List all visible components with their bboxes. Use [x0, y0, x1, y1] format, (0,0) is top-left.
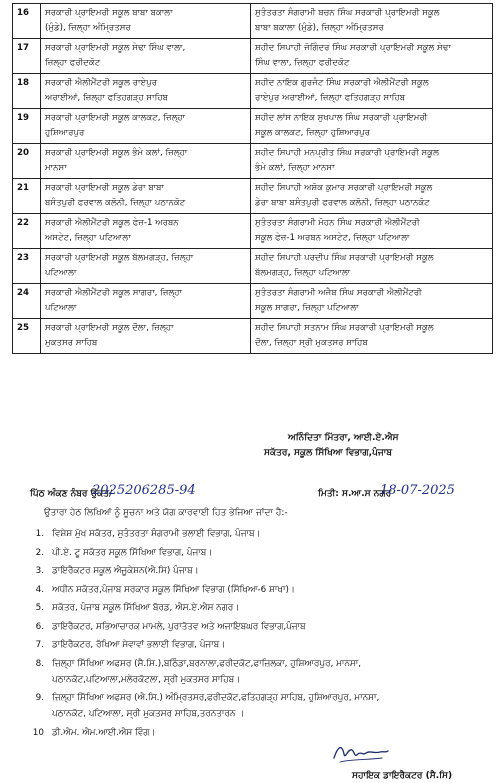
list-item-text [52, 600, 494, 616]
cell-line: ਸਰਕਾਰੀ ਪ੍ਰਾਇਮਰੀ ਸਕੂਲ ਬੱਲਮਗੜ੍ਹ, ਜ਼ਿਲ੍ਹਾ [45, 253, 194, 263]
row-number: 19 [13, 109, 41, 144]
new-school-name [251, 319, 493, 354]
list-item [24, 563, 494, 579]
cell-line: ਸਰਕਾਰੀ ਪ੍ਰਾਇਮਰੀ ਸਕੂਲ ਡੇਰਾ ਬਾਬਾ [45, 183, 164, 193]
list-item-number: 1. [35, 529, 44, 539]
endorsement-label: ਪਿੱਠ ਅੰਕਣ ਨੰਬਰ ਉਕਤ/ [30, 489, 113, 499]
cell-line: ਸ਼ਹੀਦ ਸਿਪਾਹੀ ਜੋਗਿੰਦਰ ਸਿੰਘ ਸਰਕਾਰੀ ਪ੍ਰਾਇਮਰੀ ਸਕੂਲ ਸੇਢਾ [255, 43, 451, 53]
cell-line: ਸਕੂਲ ਸਾਗਰਾ, ਜ਼ਿਲ੍ਹਾ ਪਟਿਆਲਾ [255, 303, 359, 313]
cell-line: ਡੇਰਾ ਬਾਬਾ ਬਸੰਤਪੁਰੀ ਫਰਵਾਲ ਕਲੋਨੀ, ਜ਼ਿਲ੍ਹਾ ਪਠਾਨਕੋਟ [255, 198, 430, 208]
current-school-name [41, 74, 251, 109]
list-item-line: ਪਠਾਨਕੋਟ,ਪਟਿਆਲਾ,ਮਲੇਰਕੋਟਲਾ, ਸ੍ਰੀ ਮੁਕਤਸਰ ਸਾਹਿਬ। [52, 674, 241, 685]
new-school-name [251, 109, 493, 144]
signatory-name: ਅਨਿੰਦਿਤਾ ਮਿੱਤਰਾ, ਆਈ.ਏ.ਐਸ [288, 433, 399, 443]
distribution-list [24, 526, 494, 743]
cell-line: ਸਰਕਾਰੀ ਐਲੀਮੈਂਟਰੀ ਸਕੂਲ ਫੇਜ਼-1 ਅਰਬਨ [45, 218, 179, 228]
row-number: 20 [13, 144, 41, 179]
cell-line: ਸਰਕਾਰੀ ਪ੍ਰਾਇਮਰੀ ਸਕੂਲ ਬਾਬਾ ਬਕਾਲਾ [45, 8, 173, 18]
cell-line: ਸਰਕਾਰੀ ਪ੍ਰਾਇਮਰੀ ਸਕੂਲ ਦੌਲਾ, ਜ਼ਿਲ੍ਹਾ [45, 323, 174, 333]
cell-line: ਸਕੂਲ ਕਾਲਕਟ, ਜ਼ਿਲ੍ਹਾ ਹੁਸ਼ਿਆਰਪੁਰ [255, 128, 371, 138]
list-item-text [52, 619, 494, 635]
list-item-number: 5. [35, 603, 44, 613]
cell-line: ਸਕੂਲ ਫੇਜ਼-1 ਅਰਬਨ ਅਸਟੇਟ, ਜ਼ਿਲ੍ਹਾ ਪਟਿਆਲਾ [255, 233, 410, 243]
list-item-line: ਵਿਸ਼ੇਸ਼ ਮੁੱਖ ਸਕੱਤਰ, ਸੁਤੰਤਰਤਾ ਸੰਗਰਾਮੀ ਭਲਾਈ ਵਿਭਾਗ, ਪੰਜਾਬ। [52, 529, 261, 539]
list-item-line: ਡਾਇਰੈਕਟਰ, ਸਭਿਆਚਾਰਕ ਮਾਮਲੇ, ਪੁਰਾਤੱਤਵ ਅਤੇ ਅਜਾਇਬਘਰ ਵਿਭਾਗ,ਪੰਜਾਬ [52, 621, 306, 632]
current-school-name [41, 319, 251, 354]
table-row [13, 249, 493, 284]
list-item [24, 619, 494, 635]
row-number: 17 [13, 39, 41, 74]
list-item-text [52, 725, 494, 741]
cell-line: ਸ਼ਹੀਦ ਸਿਪਾਹੀ ਮਨਪ੍ਰੀਤ ਸਿੰਘ ਸਰਕਾਰੀ ਪ੍ਰਾਇਮਰੀ ਸਕੂਲ [255, 148, 439, 158]
table-row [13, 109, 493, 144]
list-item-line: ਅਧੀਨ ਸਕੱਤਰ,ਪੰਜਾਬ ਸਰਕਾਰ ਸਕੂਲ ਸਿੱਖਿਆ ਵਿਭਾਗ (ਸਿੱਖਿਆ-6 ਸ਼ਾਖਾ)। [52, 584, 295, 595]
cell-line: ਸਰਕਾਰੀ ਪ੍ਰਾਇਮਰੀ ਸਕੂਲ ਸੇਢਾ ਸਿੰਘ ਵਾਲਾ, [45, 43, 186, 53]
table-row [13, 39, 493, 74]
list-item-text [52, 690, 494, 722]
list-item-line: ਡਾਇਰੈਕਟਰ ਸਕੂਲ ਐਜੂਕੇਸ਼ਨ(ਐ.ਸਿ) ਪੰਜਾਬ। [52, 566, 199, 576]
new-school-name [251, 39, 493, 74]
table-row [13, 284, 493, 319]
list-item-line: ਜ਼ਿਲ੍ਹਾ ਸਿੱਖਿਆ ਅਫਸਰ (ਸੈ.ਸਿ.),ਬਠਿੰਡਾ,ਬਰਨਾਲਾ,ਫਰੀਦਕੋਟ,ਫਾਜ਼ਿਲਕਾ, ਹੁਸ਼ਿਆਰਪੁਰ, ਮਾਨਸਾ, [52, 658, 362, 669]
cell-line: (ਮੁੰਡੇ), ਜ਼ਿਲ੍ਹਾ ਅੰਮ੍ਰਿਤਸਰ [45, 23, 131, 33]
row-number: 21 [13, 179, 41, 214]
list-item [24, 545, 494, 561]
signatory-title: ਸਕੱਤਰ, ਸਕੂਲ ਸਿੱਖਿਆ ਵਿਭਾਗ,ਪੰਜਾਬ [264, 448, 392, 458]
cell-line: ਸ਼ਹੀਦ ਸਿਪਾਹੀ ਸਤਨਾਮ ਸਿੰਘ ਸਰਕਾਰੀ ਪ੍ਰਾਇਮਰੀ ਸਕੂਲ [255, 323, 434, 333]
table-row [13, 214, 493, 249]
list-item-number: 6. [35, 621, 44, 632]
current-school-name [41, 179, 251, 214]
list-item-line: ਡੀ.ਐਮ. ਐਮ.ਆਈ.ਐਸ ਵਿੰਗ। [52, 727, 156, 738]
cell-line: ਬਸੰਤਪੁਰੀ ਫਰਵਾਲ ਕਲੋਨੀ, ਜ਼ਿਲ੍ਹਾ ਪਠਾਨਕੋਟ [45, 198, 186, 208]
current-school-name [41, 109, 251, 144]
cell-line: ਪਟਿਆਲਾ [45, 303, 77, 313]
list-item [24, 526, 494, 542]
list-item-number: 8. [35, 658, 44, 669]
list-item-number: 4. [35, 584, 44, 595]
row-number: 22 [13, 214, 41, 249]
cell-line: ਸ਼ਹੀਦ ਨਾਇਕ ਗੁਰਜੰਟ ਸਿੰਘ ਸਰਕਾਰੀ ਐਲੀਮੈਂਟਰੀ ਸਕੂਲ [255, 78, 429, 88]
cell-line: ਸ਼ਹੀਦ ਸਿਪਾਹੀ ਪਰਦੀਪ ਸਿੰਘ ਸਰਕਾਰੀ ਪ੍ਰਾਇਮਰੀ ਸਕੂਲ [255, 253, 434, 263]
cell-line: ਹੁਸ਼ਿਆਰਪੁਰ [45, 128, 85, 138]
current-school-name [41, 4, 251, 39]
row-number: 23 [13, 249, 41, 284]
new-school-name [251, 144, 493, 179]
cell-line: ਪਟਿਆਲਾ [45, 268, 77, 278]
cell-line: ਮਾਨਸਾ [45, 163, 67, 173]
cell-line: ਸ਼ਹੀਦ ਸਿਪਾਹੀ ਅਸ਼ੋਕ ਕੁਮਾਰ ਸਰਕਾਰੀ ਪ੍ਰਾਇਮਰੀ ਸਕੂਲ [255, 183, 433, 193]
date-value: 18-07-2025 [380, 483, 455, 498]
cell-line: ਅਸਟੇਟ, ਜ਼ਿਲ੍ਹਾ ਪਟਿਆਲਾ [45, 233, 131, 243]
list-item-text [52, 563, 494, 579]
list-item [24, 656, 494, 688]
list-item-text [52, 545, 494, 561]
cell-line: ਦੌਲਾ, ਜ਼ਿਲ੍ਹਾ ਸ੍ਰੀ ਮੁਕਤਸਰ ਸਾਹਿਬ [255, 338, 368, 348]
cell-line: ਸਿੰਘ ਵਾਲਾ, ਜ਼ਿਲ੍ਹਾ ਫਰੀਦਕੋਟ [255, 58, 350, 68]
row-number: 25 [13, 319, 41, 354]
list-item-text [52, 526, 494, 542]
list-item-line: ਪਠਾਨਕੋਟ, ਪਟਿਆਲਾ, ਸ੍ਰੀ ਮੁਕਤਸਰ ਸਾਹਿਬ,ਤਰਨਤਾਰਨ । [52, 709, 245, 719]
cell-line: ਸ਼ਹੀਦ ਲਾਂਸ ਨਾਇਕ ਸੁਖਪਾਲ ਸਿੰਘ ਸਰਕਾਰੀ ਪ੍ਰਾਇਮਰੀ [255, 113, 428, 123]
cell-line: ਰਾਏਪੁਰ ਅਰਾਈਆਂ, ਜ਼ਿਲ੍ਹਾ ਫਤਿਹਗੜ੍ਹ ਸਾਹਿਬ [255, 93, 406, 103]
cell-line: ਮੁਕਤਸਰ ਸਾਹਿਬ [45, 338, 98, 348]
new-school-name [251, 249, 493, 284]
new-school-name [251, 179, 493, 214]
list-item-number: 2. [35, 547, 44, 558]
new-school-name [251, 214, 493, 249]
list-item-number: 9. [35, 693, 44, 703]
current-school-name [41, 249, 251, 284]
new-school-name [251, 284, 493, 319]
table-row [13, 74, 493, 109]
current-school-name [41, 214, 251, 249]
current-school-name [41, 284, 251, 319]
list-item-text [52, 637, 494, 653]
schools-table-body [13, 4, 493, 354]
cell-line: ਅਰਾਈਆਂ, ਜ਼ਿਲ੍ਹਾ ਫਤਿਹਗੜ੍ਹ ਸਾਹਿਬ [45, 93, 168, 103]
table-row [13, 144, 493, 179]
bottom-signatory-title: ਸਹਾਇਕ ਡਾਇਰੈਕਟਰ (ਸੈ.ਸਿ) [352, 771, 453, 781]
list-item [24, 725, 494, 741]
cell-line: ਸਰਕਾਰੀ ਪ੍ਰਾਇਮਰੀ ਸਕੂਲ ਕਾਲਕਟ, ਜ਼ਿਲ੍ਹਾ [45, 113, 186, 123]
list-item-text [52, 656, 494, 688]
new-school-name [251, 74, 493, 109]
list-item-text [52, 582, 494, 598]
endorsement-number: 2025206285-94 [92, 483, 196, 498]
row-number: 24 [13, 284, 41, 319]
handwritten-signature [330, 740, 390, 766]
cell-line: ਸਰਕਾਰੀ ਐਲੀਮੈਂਟਰੀ ਸਕੂਲ ਰਾਏਪੁਰ [45, 78, 158, 88]
list-item [24, 690, 494, 722]
list-item [24, 600, 494, 616]
cell-line: ਭੰਮੇ ਕਲਾਂ, ਜ਼ਿਲ੍ਹਾ ਮਾਨਸਾ [255, 163, 335, 173]
cell-line: ਬਾਬਾ ਬਕਾਲਾ (ਮੁੰਡੇ), ਜ਼ਿਲ੍ਹਾ ਅੰਮ੍ਰਿਤਸਰ [255, 23, 384, 33]
date-label: ਮਿਤੀ: ਸ.ਆ.ਸ ਨਗਰ [318, 489, 392, 499]
cell-line: ਬੱਲਮਗੜ੍ਹ, ਜ਼ਿਲ੍ਹਾ ਪਟਿਆਲਾ [255, 268, 351, 278]
distribution-intro: ਉਤਾਰਾ ਹੇਠ ਲਿਖਿਆਂ ਨੂੰ ਸੂਚਨਾ ਅਤੇ ਯੋਗ ਕਾਰਵਾਈ ਹਿਤ ਭੇਜਿਆ ਜਾਂਦਾ ਹੈ:- [44, 508, 288, 518]
list-item-line: ਸਕੱਤਰ, ਪੰਜਾਬ ਸਕੂਲ ਸਿੱਖਿਆ ਬੋਰਡ, ਐਸ.ਏ.ਐਸ ਨਗਰ। [52, 603, 240, 613]
cell-line: ਸਰਕਾਰੀ ਐਲੀਮੈਂਟਰੀ ਸਕੂਲ ਸਾਗਰਾ, ਜ਼ਿਲ੍ਹਾ [45, 288, 183, 298]
list-item-line: ਜ਼ਿਲ੍ਹਾ ਸਿੱਖਿਆ ਅਫਸਰ (ਐ.ਸਿ.) ਅੰਮ੍ਰਿਤਸਰ,ਫਰੀਦਕੋਟ,ਫਤਿਹਗੜ੍ਹ ਸਾਹਿਬ, ਹੁਸ਼ਿਆਰਪੁਰ, ਮਾਨਸਾ, [52, 693, 380, 703]
current-school-name [41, 39, 251, 74]
cell-line: ਸਰਕਾਰੀ ਪ੍ਰਾਇਮਰੀ ਸਕੂਲ ਭੰਮੇ ਕਲਾਂ, ਜ਼ਿਲ੍ਹਾ [45, 148, 188, 158]
cell-line: ਸੁਤੰਤਰਤਾ ਸੰਗਰਾਮੀ ਅਜੈਬ ਸਿੰਘ ਸਰਕਾਰੀ ਐਲੀਮੈਂਟਰੀ [255, 288, 422, 298]
table-row [13, 179, 493, 214]
list-item [24, 582, 494, 598]
list-item-line: ਪੀ.ਏ. ਟੂ ਸਕੱਤਰ ਸਕੂਲ ਸਿੱਖਿਆ ਵਿਭਾਗ, ਪੰਜਾਬ। [52, 547, 213, 558]
list-item-number: 7. [35, 640, 44, 650]
table-row [13, 319, 493, 354]
list-item-line: ਡਾਇਰੈਕਟਰ, ਰੱਖਿਆ ਸੇਵਾਵਾਂ ਭਲਾਈ ਵਿਭਾਗ, ਪੰਜਾਬ। [52, 640, 226, 650]
cell-line: ਸੁਤੰਤਰਤਾ ਸੰਗਰਾਮੀ ਮੋਹਨ ਸਿੰਘ ਸਰਕਾਰੀ ਐਲੀਮੈਂਟਰੀ [255, 218, 420, 228]
table-row [13, 4, 493, 39]
new-school-name [251, 4, 493, 39]
row-number: 18 [13, 74, 41, 109]
cell-line: ਸੁਤੰਤਰਤਾ ਸੰਗਰਾਮੀ ਬਚਨ ਸਿੰਘ ਸਰਕਾਰੀ ਪ੍ਰਾਇਮਰੀ ਸਕੂਲ [255, 8, 440, 18]
schools-table [12, 3, 493, 354]
list-item [24, 637, 494, 653]
row-number: 16 [13, 4, 41, 39]
cell-line: ਜ਼ਿਲ੍ਹਾ ਫਰੀਦਕੋਟ [45, 58, 101, 68]
list-item-number: 3. [35, 566, 44, 576]
list-item-number: 10 [32, 727, 44, 738]
current-school-name [41, 144, 251, 179]
